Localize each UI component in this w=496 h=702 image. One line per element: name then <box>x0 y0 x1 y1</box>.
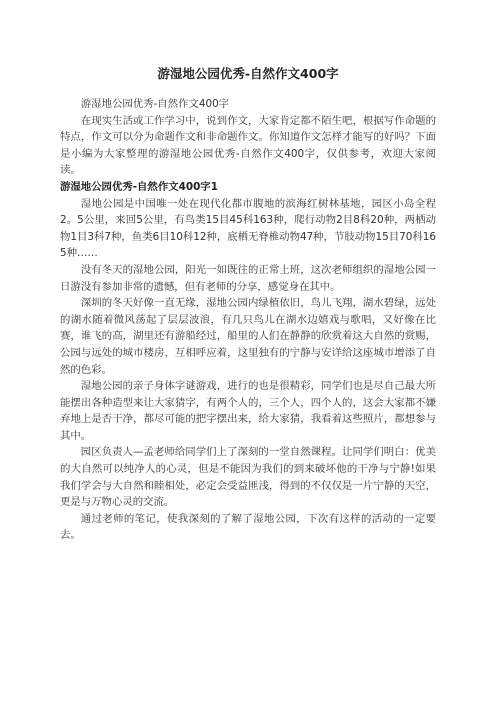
body-paragraph: 湿地公园是中国唯一处在现代化都市腹地的滨海红树林基地，园区小岛全程2。5公里，来回5公里，有鸟类15目45科163种，爬行动物2目8科20种，两栖动物1目3科7种，鱼类6目10科12种，底栖无脊椎动物47种，节肢动物15目70科165种…… <box>60 197 436 260</box>
body-paragraph: 通过老师的笔记，使我深刻的了解了湿地公园，下次有这样的活动的一定要去。 <box>60 512 436 542</box>
body-paragraph: 在现实生活或工作学习中，说到作文，大家肯定都不陌生吧，根据写作命题的特点，作文可以分为命题作文和非命题作文。你知道作文怎样才能写的好吗？下面是小编为大家整理的游湿地公园优秀-自然作文400字，仅供参考，欢迎大家阅读。 <box>60 114 436 177</box>
document-body <box>60 96 436 544</box>
body-paragraph: 园区负责人—孟老师给同学们上了深刻的一堂自然课程。让同学们明白：优美的大自然可以纯净人的心灵，但是不能因为我们的到来破坏他的干净与宁静!如果我们学会与大自然和睦相处，必定会受益匪浅，得到的不仅仅是一片宁静的天空，更是与万物心灵的交流。 <box>60 446 436 509</box>
body-paragraph: 深圳的冬天好像一直无缘，湿地公园内绿植依旧，鸟儿飞翔，湖水碧绿，远处的湖水随着微风荡起了层层波浪，有几只鸟儿在湖水边嬉戏与歌唱，又好像在比赛，谁飞的高，湖里还有游船经过，船里的人们在静静的欣赏着这大自然的赏赐，公园与远处的城市楼房，互相呼应着，这里独有的宁静与安详给这座城市增添了自然的色彩。 <box>60 297 436 376</box>
body-paragraph: 湿地公园的亲子身体字谜游戏，进行的也是很精彩，同学们也是尽自己最大所能摆出各种造型来让大家猜字，有两个人的，三个人，四个人的，这会大家都不嫌弃地上是否干净，都尽可能的把字摆出来，给大家猜，我看着这些照片，都想参与其中。 <box>60 380 436 442</box>
section-heading: 游湿地公园优秀-自然作文400字1 <box>60 180 218 193</box>
document-title: 游湿地公园优秀-自然作文400字 <box>157 66 339 81</box>
body-paragraph: 没有冬天的湿地公园，阳光一如既往的正常上班，这次老师组织的湿地公园一日游没有参加非常的遗憾，但有老师的分享，感觉身在其中。 <box>60 263 436 293</box>
body-paragraph: 游湿地公园优秀-自然作文400字 <box>80 98 230 110</box>
